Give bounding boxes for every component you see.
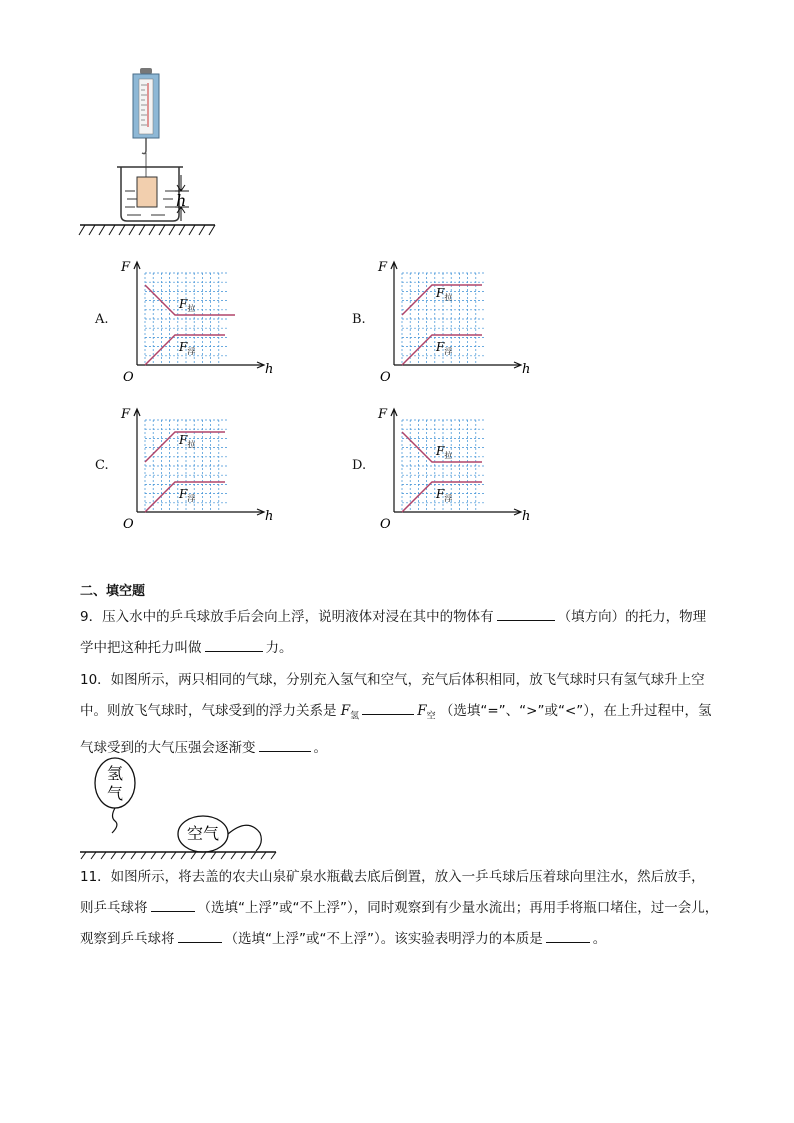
q10-blank-compare[interactable] — [362, 700, 414, 715]
q9-blank-direction[interactable] — [497, 606, 555, 621]
balloon-ground-hatching — [81, 852, 276, 859]
series-label-f-la: $F_拉$ — [436, 444, 453, 460]
origin-label: O — [380, 370, 391, 385]
x-axis-label: h — [522, 509, 531, 524]
hanger-ring — [140, 68, 152, 74]
q11-blank-1[interactable] — [151, 897, 195, 912]
option-a-chart — [115, 255, 275, 385]
h-label: h — [176, 191, 187, 210]
block — [137, 177, 157, 207]
air-balloon-string — [228, 825, 261, 851]
air-balloon-label: 空气 — [186, 824, 220, 843]
question-9: 9．压入水中的乒乓球放手后会向上浮，说明液体对浸在其中的物体有 （填方向）的托力，物理 学中把这种托力叫做 力。 — [80, 602, 720, 664]
y-axis-label: F — [121, 260, 131, 275]
option-b-letter: B. — [352, 312, 366, 327]
hydrogen-balloon-string — [112, 808, 117, 833]
origin-label: O — [123, 517, 134, 532]
balloons-figure — [78, 755, 278, 860]
q10-blank-pressure[interactable] — [259, 737, 311, 752]
y-axis-label: F — [378, 260, 388, 275]
option-d-letter: D. — [352, 458, 367, 473]
series-label-f-la: $F_拉$ — [436, 286, 453, 302]
origin-label: O — [380, 517, 391, 532]
x-axis-label: h — [265, 509, 274, 524]
q11-blank-3[interactable] — [546, 928, 590, 943]
scale-window — [139, 79, 153, 134]
option-a-letter: A. — [95, 312, 109, 327]
x-axis-label: h — [265, 362, 274, 377]
hook — [142, 138, 146, 154]
hydrogen-balloon-label-1: 氢 — [106, 764, 124, 783]
series-label-f-fu: $F_浮$ — [179, 487, 196, 503]
question-10: 10．如图所示，两只相同的气球，分别充入氢气和空气，充气后体积相同，放飞气球时只有氢气球升上空 中。则放飞气球时，气球受到的浮力关系是 $F_氢$ $F_空$ （选填“=”、“>”或“<”），在上升过程中，氢 气球受到的大气压强会逐渐变 。 — [80, 672, 712, 756]
series-label-f-fu: $F_浮$ — [179, 340, 196, 356]
series-label-f-fu: $F_浮$ — [436, 340, 453, 356]
q9-blank-force-name[interactable] — [205, 637, 263, 652]
spring-scale-apparatus — [75, 65, 225, 245]
y-axis-label: F — [378, 407, 388, 422]
x-axis-label: h — [522, 362, 531, 377]
q11-blank-2[interactable] — [178, 928, 222, 943]
option-b-chart — [372, 255, 532, 385]
hydrogen-balloon-label-2: 气 — [106, 784, 124, 803]
option-c-letter: C. — [95, 458, 109, 473]
option-d-chart — [372, 402, 532, 532]
series-label-f-la: $F_拉$ — [179, 297, 196, 313]
series-label-f-fu: $F_浮$ — [436, 487, 453, 503]
series-label-f-la: $F_拉$ — [179, 433, 196, 449]
y-axis-label: F — [121, 407, 131, 422]
option-c-chart — [115, 402, 275, 532]
question-11: 11．如图所示，将去盖的农夫山泉矿泉水瓶截去底后倒置，放入一乒乓球后压着球向里注水，然后放手， 则乒乓球将 （选填“上浮”或“不上浮”），同时观察到有少量水流出；再用手将瓶口堵住，过一会儿， 观察到乒乓球将 （选填“上浮”或“不上浮”）。该实验表明浮力的本质是 。 — [80, 869, 719, 947]
origin-label: O — [123, 370, 134, 385]
section-title: 二、填空题 — [80, 584, 146, 599]
ground-hatching — [79, 225, 215, 235]
